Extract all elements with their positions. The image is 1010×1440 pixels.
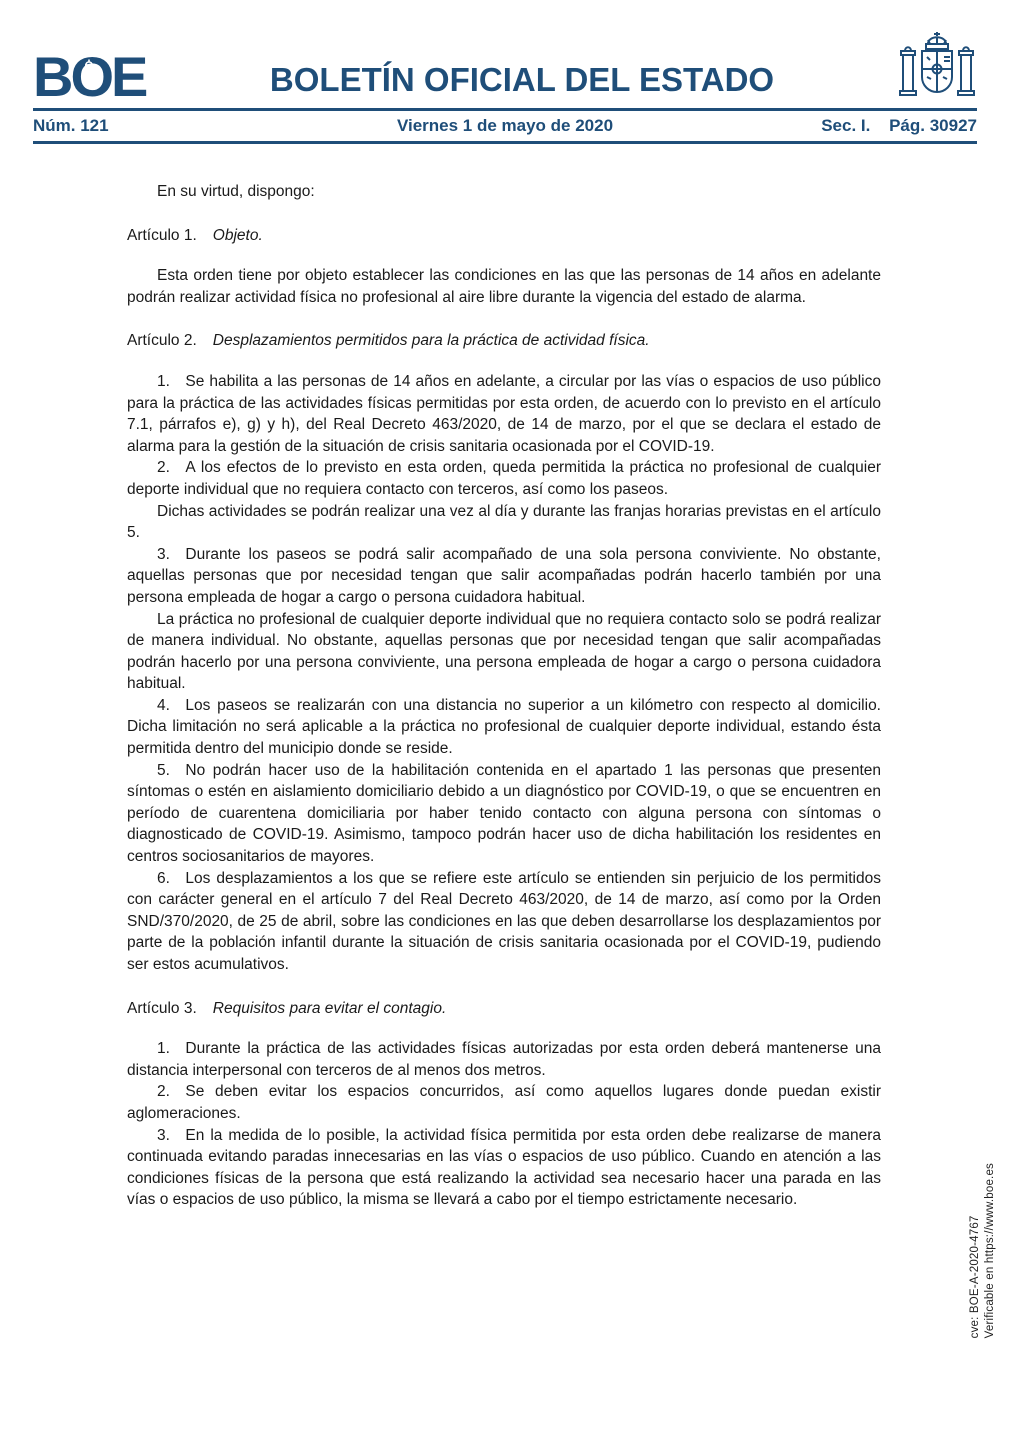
issue-date: Viernes 1 de mayo de 2020 [396,116,614,135]
article-1-heading [127,225,881,247]
document-body [0,144,1010,1211]
verification-sidebar [968,1163,998,1338]
article-3-paragraph-2: 2. Se deben evitar los espacios concurridos, así como aquellos lugares donde puedan existir aglomeraciones. [127,1083,881,1122]
article-2-paragraph-5: La práctica no profesional de cualquier deporte individual que no requiera contacto solo se podrá realizar de manera individual. No obstante, aquellas personas que por necesidad tengan que salir acompañadas podrán hacerlo por una persona conviviente, una persona empleada de hogar a cargo o persona cuidadora habitual. [127,610,881,693]
page-number: Pág. 30927 [889,116,977,135]
article-3-paragraph-3: 3. En la medida de lo posible, la actividad física permitida por esta orden debe realizarse de manera continuada evitando paradas innecesarias en las vías o espacios de uso público. Cuando en atención a las condiciones físicas de la persona que está realizando la actividad sea necesario hacer una parada en las vías o espacios de uso público, la misma se llevará a cabo por el tiempo estrictamente necesario. [127,1126,881,1209]
issue-number: Núm. 121 [33,116,109,135]
boe-logo [33,45,151,108]
header-top-row [0,0,1010,108]
article-1-label: Artículo 1. [127,226,197,244]
cve-code: cve: BOE-A-2020-4767 [969,1215,981,1338]
article-3-title: Requisitos para evitar el contagio. [212,999,447,1017]
article-1-title: Objeto. [212,226,263,244]
article-2-paragraph-2: 2. A los efectos de lo previsto en esta orden, queda permitida la práctica no profesional de cualquier deporte individual que no requiera contacto con terceros, así como los paseos. [127,459,881,498]
article-2-paragraph-7: 5. No podrán hacer uso de la habilitación contenida en el apartado 1 las personas que presenten síntomas o estén en aislamiento domiciliario debido a un diagnóstico por COVID-19, o que se encuentren en período de cuarentena domiciliaria por haber tenido contacto con alguna persona con síntomas o diagnosticado de COVID-19. Asimismo, tampoco podrán hacer uso de dicha habilitación los residentes en centros sociosanitarios de mayores. [127,761,881,866]
article-2-paragraph-8: 6. Los desplazamientos a los que se refiere este artículo se entienden sin perjuicio de los permitidos con carácter general en el artículo 7 del Real Decreto 463/2020, de 14 de marzo, así como por la Orden SND/370/2020, de 25 de abril, sobre las condiciones en las que deben desarrollarse los desplazamientos por parte de la población infantil durante la situación de crisis sanitaria ocasionada por el COVID-19, pudiendo ser estos acumulativos. [127,869,881,973]
article-3-paragraph-1: 1. Durante la práctica de las actividades físicas autorizadas por esta orden deberá mantenerse una distancia interpersonal con terceros de al menos dos metros. [127,1040,881,1079]
article-2-heading [127,330,881,352]
article-2-paragraph-1: 1. Se habilita a las personas de 14 años en adelante, a circular por las vías o espacios de uso público para la práctica de las actividades físicas permitidas por esta orden, de acuerdo con lo previsto en el artículo 7.1, párrafos e), g) y h), del Real Decreto 463/2020, de 14 de marzo, por el que se declara el estado de alarma para la gestión de la situación de crisis sanitaria ocasionada por el COVID-19. [127,372,881,455]
article-1-paragraph: Esta orden tiene por objeto establecer las condiciones en las que las personas de 14 años en adelante podrán realizar actividad física no profesional al aire libre durante la vigencia del estado de alarma. [127,267,881,306]
article-2-title: Desplazamientos permitidos para la práctica de actividad física. [212,332,650,350]
header-meta-row [0,111,1010,141]
section-label: Sec. I. [821,116,871,135]
spain-coat-of-arms-icon [893,31,977,106]
verification-note: Verificable en https://www.boe.es [984,1162,996,1338]
article-3-label: Artículo 3. [127,999,197,1017]
section-page [821,116,977,136]
article-3-heading [127,998,881,1020]
article-2-paragraph-3: Dichas actividades se podrán realizar una vez al día y durante las franjas horarias previstas en el artículo 5. [127,502,881,542]
intro-text: En su virtud, dispongo: [157,183,315,200]
article-2-label: Artículo 2. [127,332,197,350]
page-header [0,0,1010,144]
article-2-paragraph-4: 3. Durante los paseos se podrá salir acompañado de una sola persona conviviente. No obstante, aquellas personas que por necesidad tengan que salir acompañadas podrán hacerlo también por una persona empleada de hogar a cargo o persona cuidadora habitual. [127,545,881,606]
page-title: BOLETÍN OFICIAL DEL ESTADO [269,61,775,98]
article-2-paragraph-6: 4. Los paseos se realizarán con una distancia no superior a un kilómetro con respecto al domicilio. Dicha limitación no será aplicable a la práctica no profesional de cualquier deporte individual, estando ésta permitida dentro del municipio donde se reside. [127,696,881,758]
boe-logo-text: BOE [33,45,146,108]
